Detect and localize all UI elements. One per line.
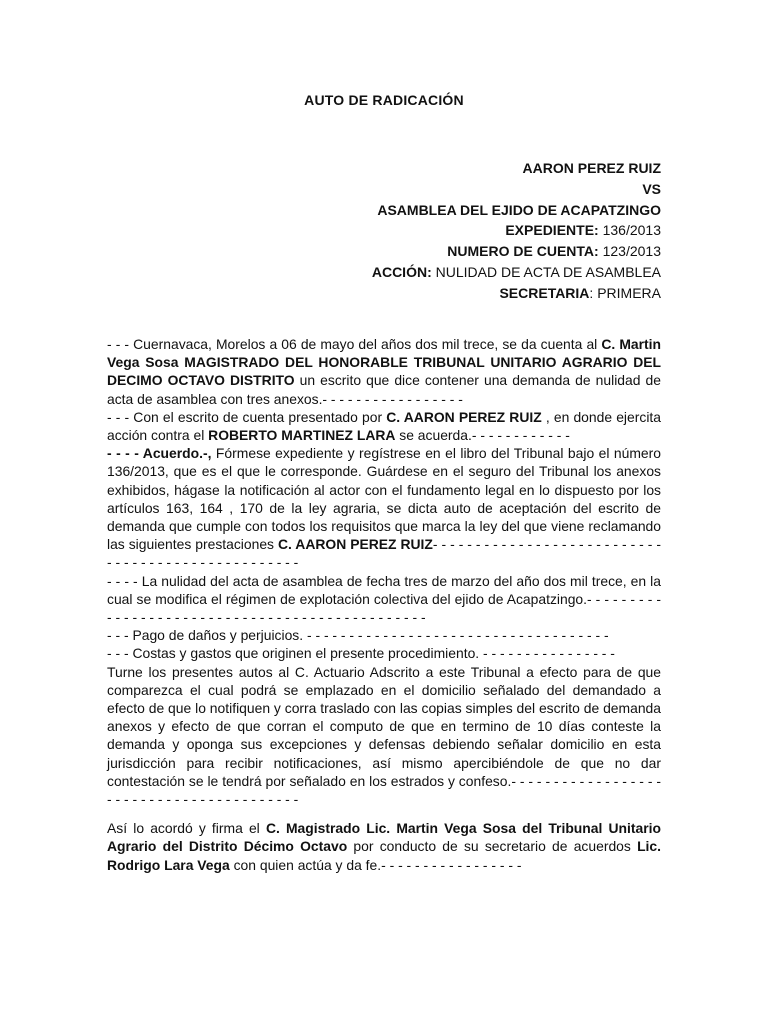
paragraph-prestacion-costas: - - - Costas y gastos que originen el presente procedimiento. - - - - - - - - - - - - - - - - bbox=[107, 645, 615, 662]
paragraph-text: - - - Cuernavaca, Morelos a 06 de mayo del años dos mil trece, se da cuenta al bbox=[107, 336, 602, 352]
paragraph-text: Así lo acordó y firma el bbox=[107, 820, 266, 837]
paragraph-firma bbox=[107, 819, 661, 874]
dash-fill: - - - - - - - - - - - - - - - - - - - - - - - - - - - - - - - - - - - - - - - - - - - - - - - - - - bbox=[107, 536, 661, 571]
paragraph-prestacion-danos: - - - Pago de daños y perjuicios. - - - - - - - - - - - - - - - - - - - - - - - - - - - - - - - - - - - - bbox=[107, 627, 609, 644]
paragraph-text: por conducto de su secretario de acuerdos bbox=[347, 838, 638, 855]
paragraph-escrito bbox=[107, 408, 661, 444]
secretaria-line bbox=[372, 283, 661, 304]
paragraph-text: - - - Con el escrito de cuenta presentado por bbox=[107, 408, 387, 425]
paragraph-acuerdo bbox=[107, 444, 661, 571]
plaintiff-ref: C. AARON PEREZ RUIZ bbox=[277, 536, 433, 553]
cuenta-line bbox=[372, 241, 661, 262]
secretary-ref: Lic. Rodrigo Lara Vega bbox=[107, 838, 661, 873]
paragraph-text: , en donde ejercita acción contra el bbox=[107, 408, 661, 444]
defendant-name: ASAMBLEA DEL EJIDO DE ACAPATZINGO bbox=[377, 201, 661, 218]
paragraph-text: se acuerda.- - - - - - - - - - - - bbox=[395, 427, 570, 444]
paragraph-cuenta bbox=[107, 335, 661, 408]
cuenta-value: 123/2013 bbox=[598, 243, 661, 260]
accion-value: NULIDAD DE ACTA DE ASAMBLEA bbox=[431, 263, 661, 280]
plaintiff-name: AARON PEREZ RUIZ bbox=[522, 160, 661, 176]
secretaria-label: SECRETARIA bbox=[499, 284, 590, 301]
secretaria-value: : PRIMERA bbox=[589, 284, 661, 301]
document-title: AUTO DE RADICACIÓN bbox=[304, 92, 464, 108]
paragraph-text: un escrito que dice contener una demanda de nulidad de acta de asamblea con tres anexos.- - - - - - - - - - - - - - - - - bbox=[107, 372, 661, 407]
versus-label: VS bbox=[642, 180, 661, 197]
plaintiff-ref: C. AARON PEREZ RUIZ bbox=[386, 408, 542, 425]
expediente-value: 136/2013 bbox=[598, 222, 661, 239]
expediente-line bbox=[372, 220, 661, 241]
accion-line bbox=[372, 262, 661, 283]
magistrate-name: C. Martin Vega Sosa MAGISTRADO DEL HONORABLE TRIBUNAL UNITARIO AGRARIO DEL DECIMO OCTAVO DISTRITO bbox=[107, 336, 662, 389]
acuerdo-label: - - - - Acuerdo.-, bbox=[107, 445, 212, 462]
document-body bbox=[107, 335, 661, 874]
cuenta-label: NUMERO DE CUENTA: bbox=[447, 243, 599, 260]
paragraph-turne: Turne los presentes autos al C. Actuario Adscrito a este Tribunal a efecto para de que comparezca el cual podrá se emplazado en el domicilio señalado del demandado a efecto de que lo notifiquen y corra traslado con las copias simples del escrito de demanda anexos y efecto de que corran el computo de que en termino de 10 días conteste la demanda y oponga sus excepciones y defensas debiendo señalar domicilio en esta jurisdicción para recibir notificaciones, así mismo apercibiéndole de que no dar contestación se le tendrá por señalado en los estrados y confeso.- - - - - - - - - - - - - - - - - - - - - - - - - - - - - - - - - - - - - - - - - bbox=[107, 663, 661, 808]
accion-label: ACCIÓN: bbox=[371, 263, 432, 280]
paragraph-prestacion-nulidad: - - - - La nulidad del acta de asamblea de fecha tres de marzo del año dos mil trece, en la cual se modifica el régimen de explotación colectiva del ejido de Acapatzingo.- - - - - - - - - - - - - - - - - - - - - - - - - - - - - - - - - - - - - - - - - - - - - - - bbox=[107, 572, 661, 626]
case-header bbox=[372, 158, 661, 304]
defendant-ref: ROBERTO MARTINEZ LARA bbox=[208, 427, 396, 444]
paragraph-text: con quien actúa y da fe.- - - - - - - - - - - - - - - - - bbox=[229, 856, 522, 873]
magistrate-ref: C. Magistrado Lic. Martin Vega Sosa del Tribunal Unitario Agrario del Distrito Décimo Octavo bbox=[107, 820, 661, 855]
paragraph-text: Fórmese expediente y regístrese en el libro del Tribunal bajo el número 136/2013, que es el que le corresponde. Guárdese en el seguro del Tribunal los anexos exhibidos, hágase la notificación al actor con el fundamento legal en lo dispuesto por los artículos 163, 164 , 170 de la ley agraria, se dicta auto de aceptación del escrito de demanda que cumple con todos los requisitos que marca la ley del que viene reclamando las siguientes prestaciones bbox=[107, 445, 661, 553]
expediente-label: EXPEDIENTE: bbox=[505, 222, 599, 239]
